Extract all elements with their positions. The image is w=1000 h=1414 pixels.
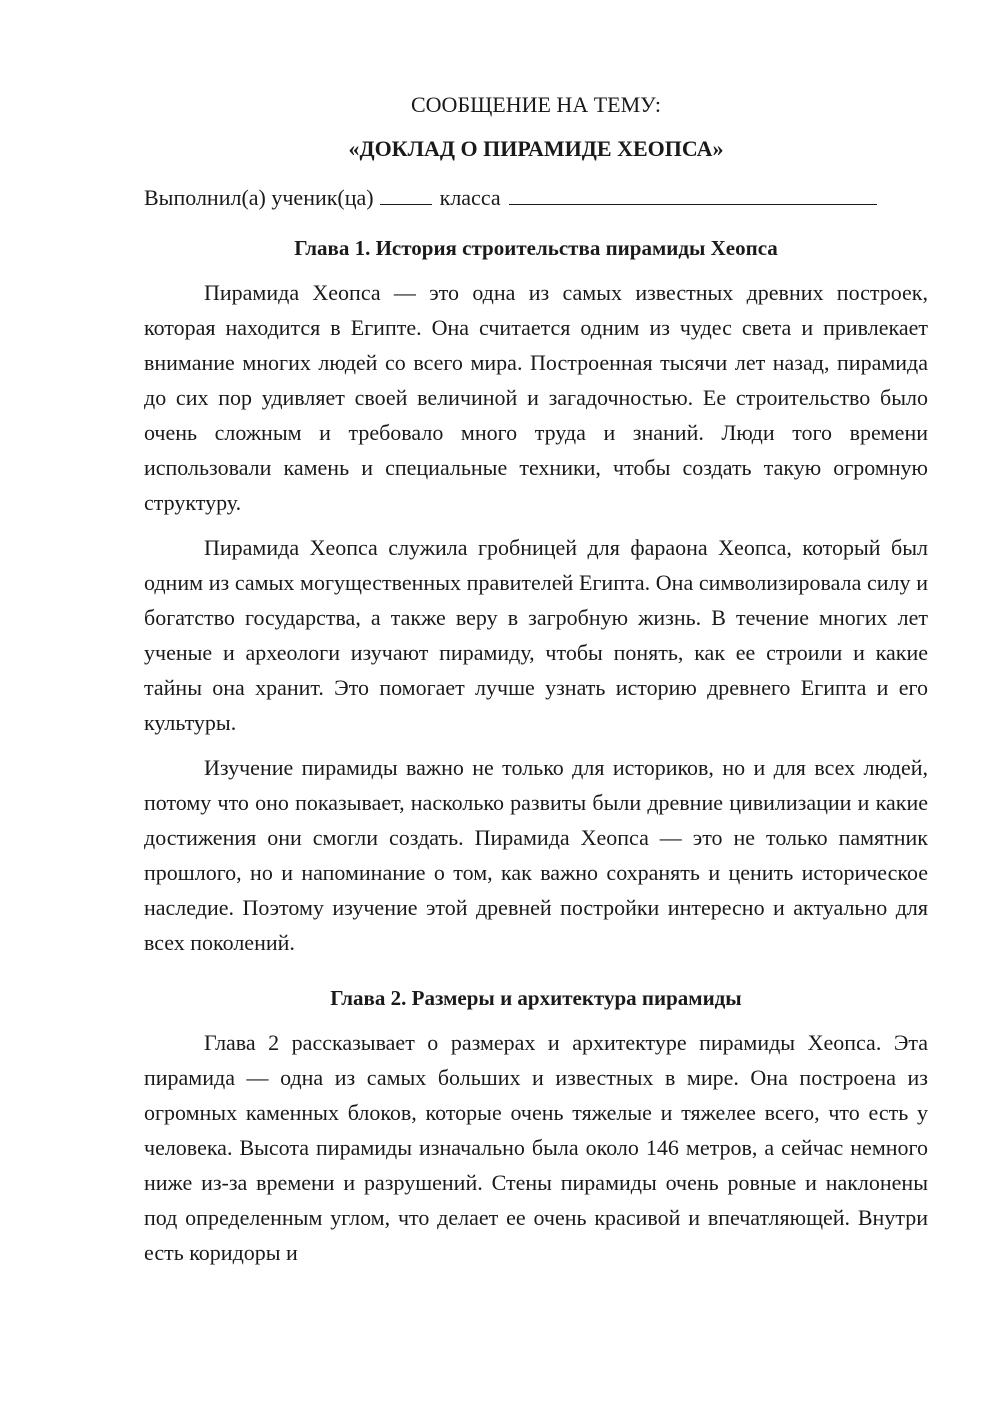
document-page	[144, 90, 928, 1270]
chapter-2-heading: Глава 2. Размеры и архитектура пирамиды	[330, 986, 742, 1010]
chapter-1-heading: Глава 1. История строительства пирамиды Хеопса	[294, 236, 778, 260]
performed-by-label: Выполнил(а) ученик(ца)	[144, 185, 374, 210]
class-label: класса	[439, 185, 501, 210]
chapter-1-paragraph: Изучение пирамиды важно не только для историков, но и для всех людей, потому что оно показывает, насколько развиты были древние цивилизации и какие достижения они смогли создать. Пирамида Хеопса — это не только памятник прошлого, но и напоминание о том, как важно сохранять и ценить историческое наследие. Поэтому изучение этой древней постройки интересно и актуально для всех поколений.	[144, 755, 928, 955]
chapter-1-paragraph: Пирамида Хеопса — это одна из самых известных древних построек, которая находится в Египте. Она считается одним из чудес света и привлекает внимание многих людей со всего мира. Построенная тысячи лет назад, пирамида до сих пор удивляет своей величиной и загадочностью. Ее строительство было очень сложным и требовало много труда и знаний. Люди того времени использовали камень и специальные техники, чтобы создать такую огромную структуру.	[144, 280, 928, 515]
chapter-1-paragraph: Пирамида Хеопса служила гробницей для фараона Хеопса, который был одним из самых могущественных правителей Египта. Она символизировала силу и богатство государства, а также веру в загробную жизнь. В течение многих лет ученые и археологи изучают пирамиду, чтобы понять, как ее строили и какие тайны она хранит. Это помогает лучше узнать историю древнего Египта и его культуры.	[144, 535, 928, 735]
author-line	[144, 182, 928, 213]
document-subtitle: «ДОКЛАД О ПИРАМИДЕ ХЕОПСА»	[348, 136, 724, 161]
student-blank-field	[380, 182, 432, 205]
chapter-2-paragraph: Глава 2 рассказывает о размерах и архитектуре пирамиды Хеопса. Эта пирамида — одна из самых больших и известных в мире. Она построена из огромных каменных блоков, которые очень тяжелые и тяжелее всего, что есть у человека. Высота пирамиды изначально была около 146 метров, а сейчас немного ниже из-за времени и разрушений. Стены пирамиды очень ровные и наклонены под определенным углом, что делает ее очень красивой и впечатляющей. Внутри есть коридоры и	[144, 1030, 928, 1265]
document-title: СООБЩЕНИЕ НА ТЕМУ:	[411, 92, 661, 117]
class-blank-field	[509, 182, 877, 205]
